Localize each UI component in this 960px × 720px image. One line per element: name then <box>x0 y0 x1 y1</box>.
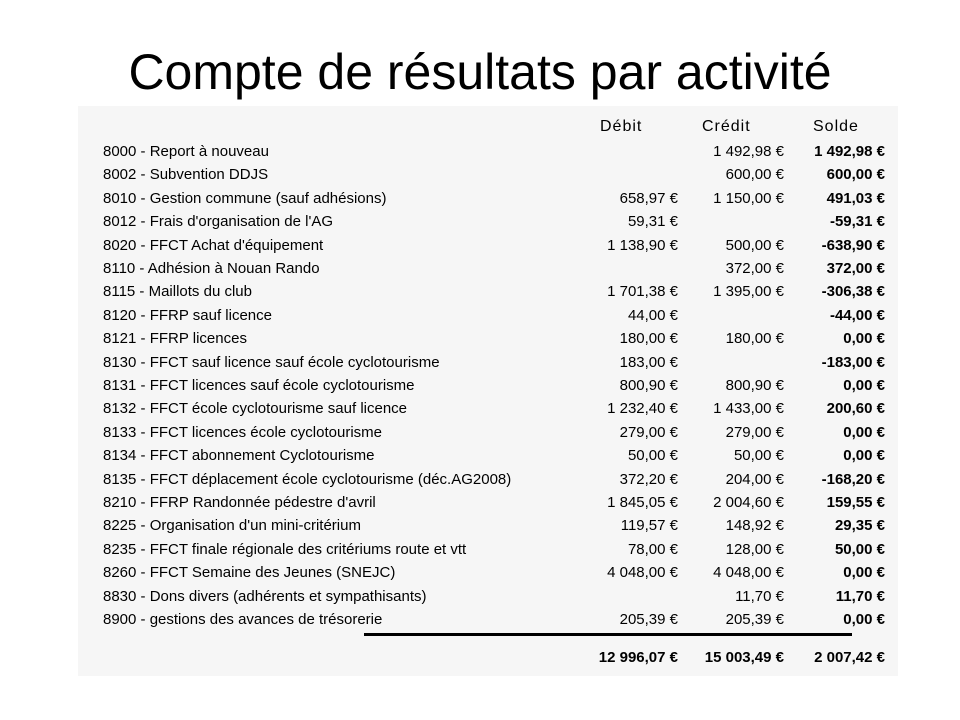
table-row <box>0 189 960 212</box>
table-row <box>0 399 960 422</box>
solde-cell: -306,38 € <box>821 283 885 301</box>
debit-cell: 658,97 € <box>619 189 678 207</box>
credit-cell: 50,00 € <box>733 447 784 465</box>
solde-column-header: Solde <box>813 118 859 135</box>
account-label: 8120 - FFRP sauf licence <box>103 306 272 324</box>
table-row <box>0 516 960 539</box>
credit-cell: 1 492,98 € <box>713 143 784 160</box>
total-solde: 2 007,42 € <box>814 649 885 666</box>
credit-cell: 180,00 € <box>725 330 784 348</box>
solde-cell: 11,70 € <box>835 587 885 605</box>
account-label: 8235 - FFCT finale régionale des critériums route et vtt <box>103 540 467 558</box>
solde-cell: -183,00 € <box>821 353 885 371</box>
debit-cell: 279,00 € <box>619 423 678 441</box>
credit-cell: 2 004,60 € <box>713 494 784 511</box>
debit-cell: 183,00 € <box>619 353 678 371</box>
account-label: 8020 - FFCT Achat d'équipement <box>103 236 324 254</box>
solde-cell: -638,90 € <box>821 236 885 254</box>
table-row <box>0 470 960 493</box>
table-row <box>0 282 960 305</box>
page-title: Compte de résultats par activité <box>128 44 832 100</box>
credit-cell: 800,90 € <box>725 377 784 394</box>
solde-cell: 0,00 € <box>843 377 885 394</box>
account-label: 8002 - Subvention DDJS <box>103 166 269 184</box>
solde-cell: 0,00 € <box>843 447 885 465</box>
table-row <box>0 376 960 399</box>
account-label: 8830 - Dons divers (adhérents et sympathisants) <box>103 587 427 605</box>
credit-cell: 148,92 € <box>725 517 784 535</box>
account-label: 8010 - Gestion commune (sauf adhésions) <box>103 189 387 207</box>
debit-cell: 205,39 € <box>619 611 678 628</box>
account-label: 8115 - Maillots du club <box>103 283 252 301</box>
table-row <box>0 212 960 235</box>
debit-cell: 59,31 € <box>627 213 678 231</box>
debit-column-header: Débit <box>600 118 643 135</box>
solde-cell: 0,00 € <box>843 564 885 582</box>
solde-cell: 29,35 € <box>834 517 885 535</box>
solde-cell: 0,00 € <box>843 611 885 628</box>
table-row <box>0 353 960 376</box>
debit-cell: 180,00 € <box>619 330 678 348</box>
credit-cell: 372,00 € <box>725 260 784 277</box>
solde-cell: 0,00 € <box>843 423 885 441</box>
table-row <box>0 610 960 633</box>
table-row <box>0 446 960 469</box>
debit-cell: 1 845,05 € <box>607 494 678 511</box>
solde-cell: -44,00 € <box>829 306 885 324</box>
debit-cell: 44,00 € <box>627 306 678 324</box>
debit-cell: 1 701,38 € <box>607 283 678 301</box>
account-label: 8130 - FFCT sauf licence sauf école cyclotourisme <box>103 353 440 371</box>
credit-cell: 11,70 € <box>735 587 784 605</box>
account-label: 8121 - FFRP licences <box>103 330 247 348</box>
debit-cell: 800,90 € <box>619 377 678 394</box>
credit-cell: 205,39 € <box>725 611 784 628</box>
account-label: 8225 - Organisation d'un mini-critérium <box>103 517 361 535</box>
solde-cell: -168,20 € <box>821 470 885 488</box>
credit-cell: 500,00 € <box>725 236 784 254</box>
credit-cell: 279,00 € <box>725 423 784 441</box>
account-label: 8900 - gestions des avances de trésorerie <box>103 611 383 628</box>
debit-cell: 4 048,00 € <box>607 564 678 582</box>
table-row <box>0 259 960 282</box>
table-row <box>0 142 960 165</box>
solde-cell: 600,00 € <box>826 166 885 184</box>
debit-cell: 119,57 € <box>620 517 678 535</box>
credit-cell: 1 395,00 € <box>713 283 784 301</box>
table-row <box>0 165 960 188</box>
account-label: 8135 - FFCT déplacement école cyclotourisme (déc.AG2008) <box>103 470 512 488</box>
account-label: 8210 - FFRP Randonnée pédestre d'avril <box>103 494 376 511</box>
total-debit: 12 996,07 € <box>598 649 678 666</box>
table-row <box>0 306 960 329</box>
table-row <box>0 329 960 352</box>
table-row <box>0 587 960 610</box>
total-credit: 15 003,49 € <box>704 649 784 666</box>
table-row <box>0 236 960 259</box>
credit-cell: 1 433,00 € <box>713 400 784 418</box>
account-label: 8000 - Report à nouveau <box>103 143 269 160</box>
solde-cell: 1 492,98 € <box>814 143 885 160</box>
solde-cell: 372,00 € <box>826 260 885 277</box>
account-label: 8012 - Frais d'organisation de l'AG <box>103 213 334 231</box>
solde-cell: 491,03 € <box>826 189 885 207</box>
totals-separator-line <box>364 633 852 636</box>
credit-column-header: Crédit <box>702 118 751 135</box>
account-label: 8134 - FFCT abonnement Cyclotourisme <box>103 447 375 465</box>
account-label: 8110 - Adhésion à Nouan Rando <box>103 260 320 277</box>
account-label: 8132 - FFCT école cyclotourisme sauf licence <box>103 400 408 418</box>
table-row <box>0 493 960 516</box>
solde-cell: 200,60 € <box>826 400 885 418</box>
debit-cell: 372,20 € <box>619 470 678 488</box>
table-row <box>0 540 960 563</box>
debit-cell: 78,00 € <box>627 540 678 558</box>
debit-cell: 1 232,40 € <box>607 400 678 418</box>
credit-cell: 204,00 € <box>725 470 784 488</box>
credit-cell: 4 048,00 € <box>713 564 784 582</box>
account-label: 8260 - FFCT Semaine des Jeunes (SNEJC) <box>103 564 396 582</box>
debit-cell: 50,00 € <box>627 447 678 465</box>
solde-cell: 50,00 € <box>834 540 885 558</box>
debit-cell: 1 138,90 € <box>607 236 678 254</box>
solde-cell: 159,55 € <box>826 494 885 511</box>
credit-cell: 1 150,00 € <box>713 189 784 207</box>
solde-cell: -59,31 € <box>829 213 885 231</box>
account-label: 8131 - FFCT licences sauf école cyclotourisme <box>103 377 415 394</box>
account-label: 8133 - FFCT licences école cyclotourisme <box>103 423 382 441</box>
credit-cell: 128,00 € <box>725 540 784 558</box>
table-row <box>0 423 960 446</box>
solde-cell: 0,00 € <box>843 330 885 348</box>
credit-cell: 600,00 € <box>725 166 784 184</box>
table-row <box>0 563 960 586</box>
